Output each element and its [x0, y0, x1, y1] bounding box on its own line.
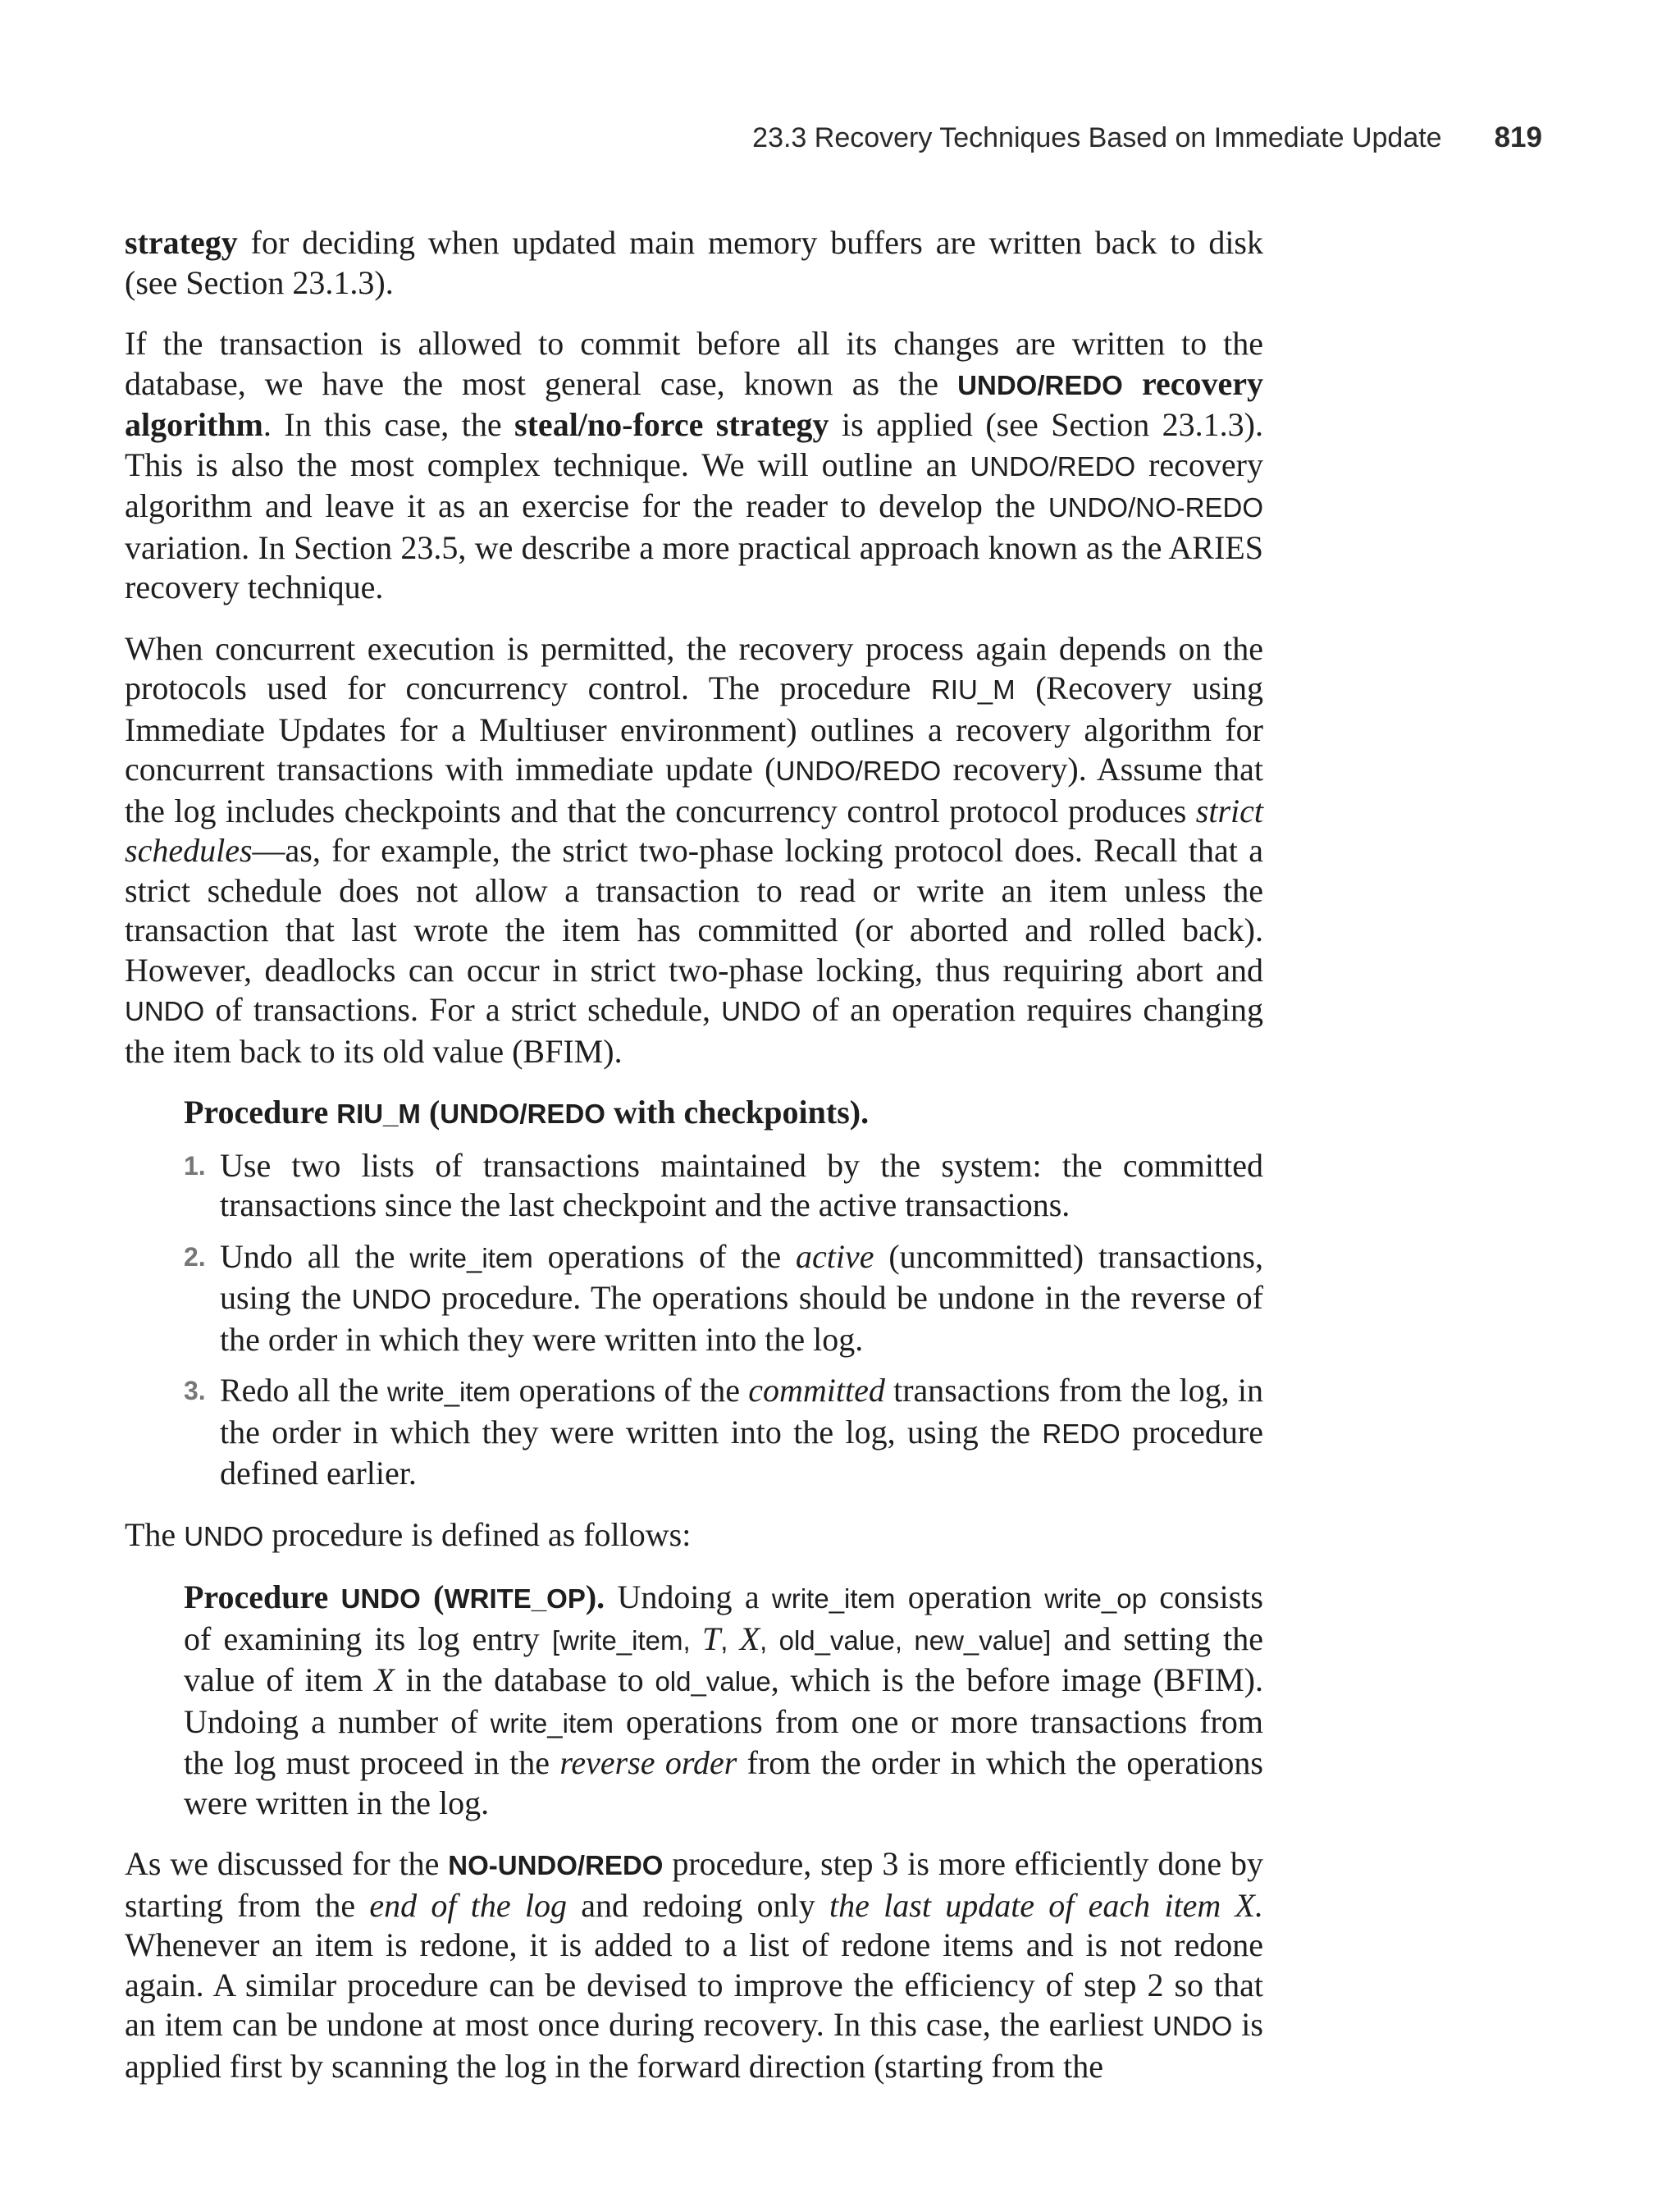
- text-span: , which is the before image (BFIM). Undoing a number of: [184, 1661, 1263, 1740]
- term-recovery-algorithm: recovery algorithm: [125, 364, 1263, 443]
- text-span: procedure. The operations should be undone in the reverse of the order in which they were written into the log.: [220, 1279, 1263, 1358]
- var-t: T: [701, 1620, 721, 1657]
- code-write-item: write_item: [490, 1707, 614, 1738]
- text-span: operations of the: [532, 1237, 796, 1275]
- term-reverse-order: reverse order: [559, 1744, 737, 1781]
- text-span: Undo all the: [220, 1237, 410, 1275]
- keyword-riu-m: RIU_M: [930, 674, 1016, 705]
- text-span: ).: [585, 1578, 605, 1615]
- text-span: If the transaction is allowed to commit before all its changes are written to the database, we have the most general case, known as the: [125, 325, 1263, 402]
- text-span: operations from one or more transactions from the log must proceed in the: [184, 1702, 1263, 1781]
- text-span: and setting the value of item: [184, 1620, 1264, 1698]
- var-x: X: [739, 1620, 760, 1657]
- paragraph-3: [125, 629, 1263, 1072]
- step-3: [184, 1371, 1263, 1494]
- text-span: Redo all the: [220, 1372, 388, 1409]
- keyword-riu-m: RIU_M: [336, 1099, 421, 1129]
- page-number: 819: [1494, 121, 1542, 153]
- code-write-item: write_item: [409, 1242, 533, 1273]
- text-span: is applied first by scanning the log in the forward direction (starting from the: [125, 2006, 1263, 2085]
- text-span: The: [125, 1515, 185, 1553]
- keyword-undo: UNDO: [1153, 2011, 1233, 2041]
- paragraph-2: [125, 324, 1263, 608]
- text-span: variation. In Section 23.5, we describe a more practical approach known as the ARIES recovery technique.: [125, 528, 1263, 605]
- text-span: recovery algorithm and leave it as an exercise for the reader to develop the: [125, 445, 1263, 524]
- text-span: Whenever an item is redone, it is added to a list of redone items and is not redone again. A similar procedure can be devised to improve the efficiency of step 2 so that an item can be undone at most once during recovery. In this case, the earliest: [125, 1926, 1263, 2043]
- text-span: operations of the: [510, 1372, 749, 1409]
- step-number: 1.: [184, 1150, 206, 1181]
- text-span: is applied (see Section 23.1.3). This is also the most complex technique. We will outline an: [125, 406, 1263, 483]
- text-span: Undoing a: [605, 1578, 773, 1615]
- paragraph-5: [125, 1844, 1263, 2086]
- procedure-undo-paragraph: [184, 1578, 1263, 1823]
- text-span: with checkpoints).: [605, 1094, 870, 1131]
- term-committed: committed: [748, 1372, 885, 1409]
- text-span: procedure, step 3 is more efficiently done by starting from the: [125, 1845, 1264, 1924]
- text-span: of transactions. For a strict schedule,: [204, 991, 722, 1028]
- step-2: [184, 1237, 1263, 1360]
- keyword-undo-no-redo: UNDO/NO-REDO: [1048, 492, 1263, 523]
- text-span: consists of examining its log entry: [184, 1578, 1263, 1657]
- running-header: [752, 121, 1542, 154]
- keyword-no-undo-redo: NO-UNDO/REDO: [448, 1850, 664, 1880]
- keyword-undo-redo: UNDO/REDO: [440, 1099, 605, 1129]
- code-log-entry: ,: [720, 1624, 740, 1656]
- text-span: As we discussed for the: [125, 1845, 449, 1882]
- term-active: active: [796, 1237, 874, 1275]
- code-write-item: write_item: [772, 1583, 896, 1614]
- term-strict-schedules: strict schedules: [125, 792, 1263, 869]
- text-span: When concurrent execution is permitted, the recovery process again depends on the protocols used for concurrency control. The procedure: [125, 629, 1263, 706]
- code-write-op: write_op: [1044, 1583, 1147, 1614]
- procedure-steps: [184, 1146, 1263, 1494]
- text-span: for deciding when updated main memory buffers are written back to disk (see Section 23.1.3).: [125, 224, 1263, 301]
- var-x: X: [374, 1661, 395, 1698]
- paragraph-4: [125, 1515, 1263, 1557]
- term-last-update: the last update of each item X.: [829, 1886, 1263, 1924]
- step-1: [184, 1146, 1263, 1226]
- page-body: [125, 223, 1263, 2108]
- procedure-riu-m-title: [184, 1093, 1263, 1135]
- keyword-write-op: WRITE_OP: [444, 1583, 586, 1614]
- text-span: —as, for example, the strict two-phase locking protocol does. Recall that a strict schedule does not allow a transaction to read or write an item unless the transaction that last wrote the item has committed (or aborted and rolled back). However, deadlocks can occur in strict two-phase locking, thus requiring abort and: [125, 832, 1263, 989]
- text-span: procedure defined earlier.: [220, 1413, 1264, 1492]
- keyword-undo-redo: UNDO/REDO: [775, 756, 942, 786]
- text-span: operation: [895, 1578, 1045, 1615]
- text-span: (uncommitted) transactions, using the: [220, 1237, 1264, 1316]
- step-number: 2.: [184, 1241, 206, 1272]
- keyword-undo: UNDO: [340, 1583, 421, 1614]
- text-span: transactions from the log, in the order in which they were written into the log, using the: [220, 1372, 1263, 1450]
- text-span: of an operation requires changing the item back to its old value (BFIM).: [125, 991, 1264, 1070]
- text-span: from the order in which the operations were written in the log.: [184, 1744, 1263, 1821]
- keyword-redo: REDO: [1042, 1418, 1121, 1449]
- keyword-undo: UNDO: [351, 1284, 431, 1314]
- term-steal-no-force: steal/no-force strategy: [514, 406, 829, 443]
- term-strategy: strategy: [125, 224, 238, 261]
- code-log-entry: [write_item,: [551, 1624, 702, 1656]
- text-span: procedure is defined as follows:: [263, 1515, 692, 1553]
- text-span: Procedure: [184, 1094, 337, 1131]
- procedure-label: Procedure: [184, 1578, 341, 1615]
- keyword-undo-redo: UNDO/REDO: [970, 450, 1136, 482]
- text-span: . In this case, the: [262, 406, 515, 443]
- code-old-value: old_value: [655, 1666, 771, 1697]
- text-span: in the database to: [394, 1661, 655, 1698]
- keyword-undo: UNDO: [184, 1520, 264, 1551]
- code-log-entry: , old_value, new_value]: [760, 1624, 1052, 1656]
- text-span: (: [420, 1094, 441, 1131]
- running-title: 23.3 Recovery Techniques Based on Immediate Update: [752, 122, 1442, 153]
- step-number: 3.: [184, 1376, 206, 1405]
- text-span: (: [420, 1578, 445, 1615]
- keyword-undo: UNDO: [721, 996, 801, 1026]
- term-end-of-log: end of the log: [369, 1886, 567, 1924]
- keyword-undo-redo: UNDO/REDO: [957, 369, 1123, 400]
- paragraph-1: [125, 223, 1263, 303]
- text-span: recovery). Assume that the log includes checkpoints and that the concurrency control protocol produces: [125, 751, 1263, 829]
- keyword-undo: UNDO: [125, 996, 205, 1026]
- text-span: and redoing only: [566, 1886, 830, 1924]
- text-span: Use two lists of transactions maintained by the system: the committed transactions since the last checkpoint and the active transactions.: [220, 1146, 1263, 1223]
- code-write-item: write_item: [387, 1377, 511, 1407]
- text-span: (Recovery using Immediate Updates for a Multiuser environment) outlines a recovery algorithm for concurrent transactions with immediate update (: [125, 669, 1264, 788]
